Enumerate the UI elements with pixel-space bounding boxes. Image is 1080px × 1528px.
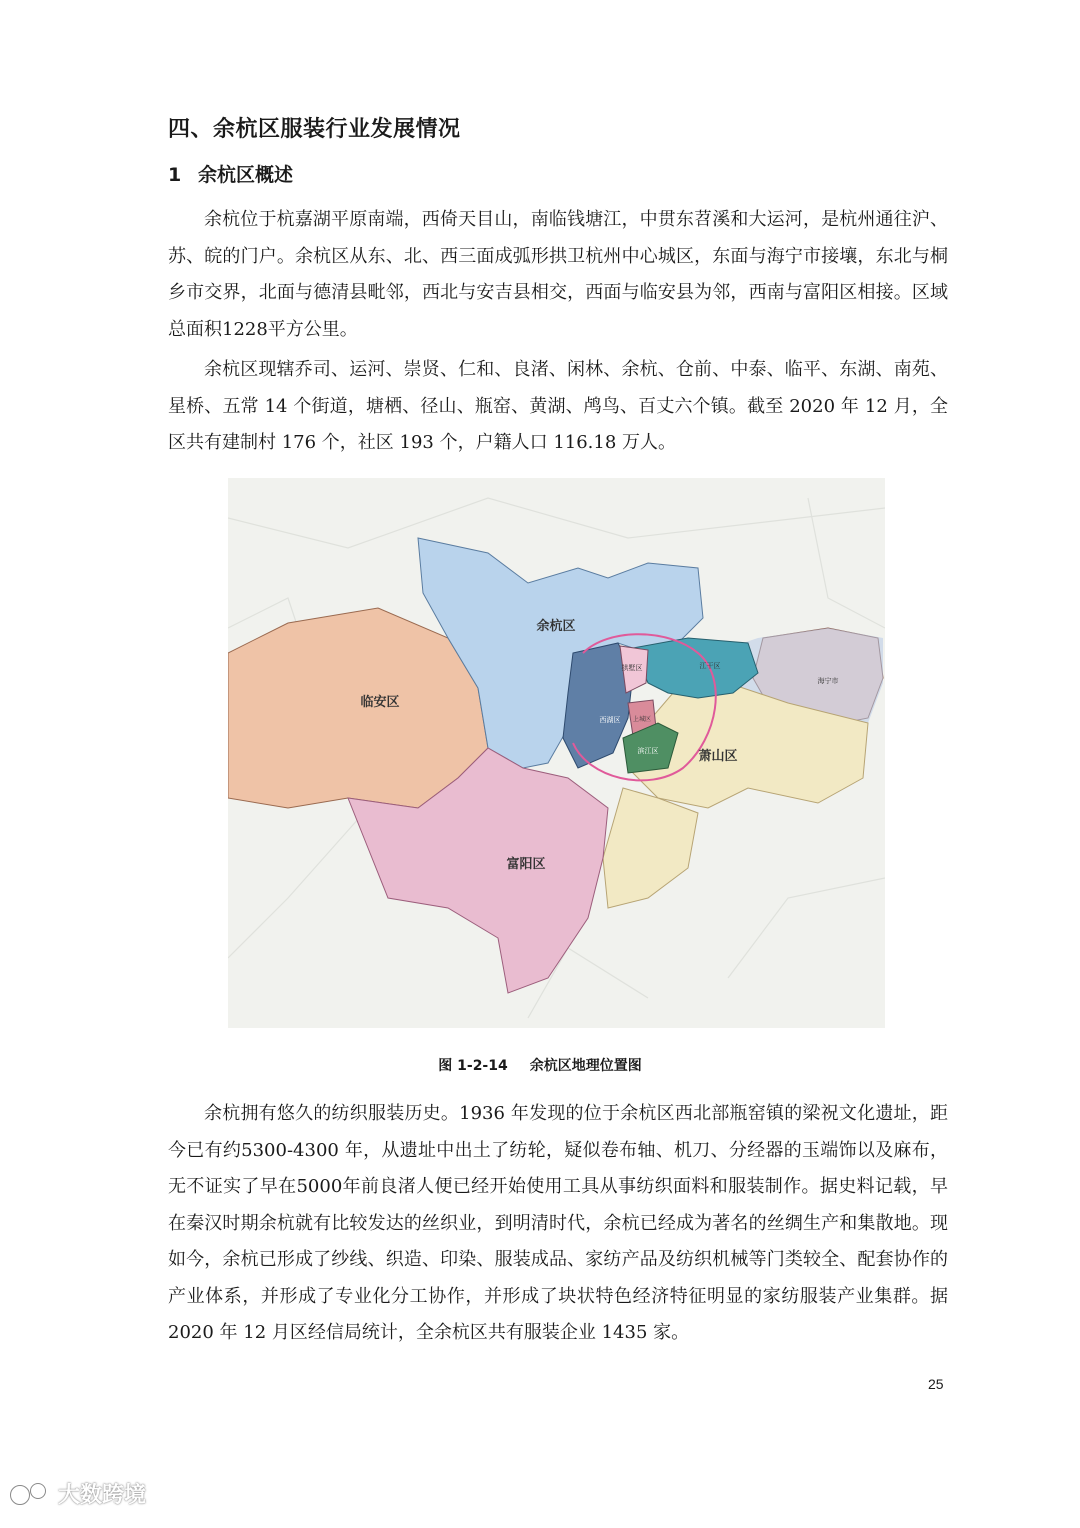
caption-number: 图 1-2-14 <box>438 1058 508 1074</box>
map-label-binjiang: 滨江区 <box>637 747 659 755</box>
watermark <box>8 1478 146 1509</box>
map-label-jianggan: 江干区 <box>699 662 721 670</box>
location-map <box>228 478 885 1028</box>
map-label-yuhang: 余杭区 <box>536 619 576 634</box>
subsection-title: 余杭区概述 <box>198 164 294 186</box>
figure-caption <box>0 1055 1080 1075</box>
map-label-fuyang: 富阳区 <box>506 857 546 872</box>
watermark-text: 大数跨境 <box>58 1483 147 1508</box>
subsection-number: 1 <box>168 164 182 186</box>
caption-title: 余杭区地理位置图 <box>529 1058 642 1074</box>
map-label-linan: 临安区 <box>360 695 400 710</box>
map-label-shangcheng: 上城区 <box>632 716 652 723</box>
section-heading: 四、余杭区服装行业发展情况 <box>168 117 461 142</box>
paragraph-administration: 余杭区现辖乔司、运河、崇贤、仁和、良渚、闲林、余杭、仓前、中泰、临平、东湖、南苑、星桥、五常 14 个街道，塘栖、径山、瓶窑、黄湖、鸬鸟、百丈六个镇。截至 2020 年 12 月，全区共有建制村 176 个，社区 193 个，户籍人口 116.18 万人。 <box>168 359 948 453</box>
page-number: 25 <box>928 1376 944 1392</box>
map-label-gongshu: 拱墅区 <box>621 664 643 672</box>
map-label-xiaoshan: 萧山区 <box>698 749 738 764</box>
watermark-logo-icon <box>8 1479 52 1509</box>
paragraph-overview: 余杭位于杭嘉湖平原南端，西倚天目山，南临钱塘江，中贯东苕溪和大运河，是杭州通往沪、苏、皖的门户。余杭区从东、北、西三面成弧形拱卫杭州中心城区，东面与海宁市接壤，东北与桐乡市交界，北面与德清县毗邻，西北与安吉县相交，西面与临安县为邻，西南与富阳区相接。区域总面积1228平方公里。 <box>168 209 948 340</box>
paragraph-history: 余杭拥有悠久的纺织服装历史。1936 年发现的位于余杭区西北部瓶窑镇的梁祝文化遗址，距今已有约5300-4300 年，从遗址中出土了纺轮，疑似卷布轴、机刀、分经器的玉端饰以及麻布，无不证实了早在5000年前良渚人便已经开始使用工具从事纺织面料和服装制作。据史料记载，早在秦汉时期余杭就有比较发达的丝织业，到明清时代，余杭已经成为著名的丝绸生产和集散地。现如今，余杭已形成了纱线、织造、印染、服装成品、家纺产品及纺织机械等门类较全、配套协作的产业体系，并形成了专业化分工协作，并形成了块状特色经济特征明显的家纺服装产业集群。据 2020 年 12 月区经信局统计，全余杭区共有服装企业 1435 家。 <box>168 1103 948 1343</box>
map-label-xihu: 西湖区 <box>599 716 621 724</box>
map-label-haining: 海宁市 <box>817 677 839 685</box>
subsection-heading <box>168 160 293 187</box>
